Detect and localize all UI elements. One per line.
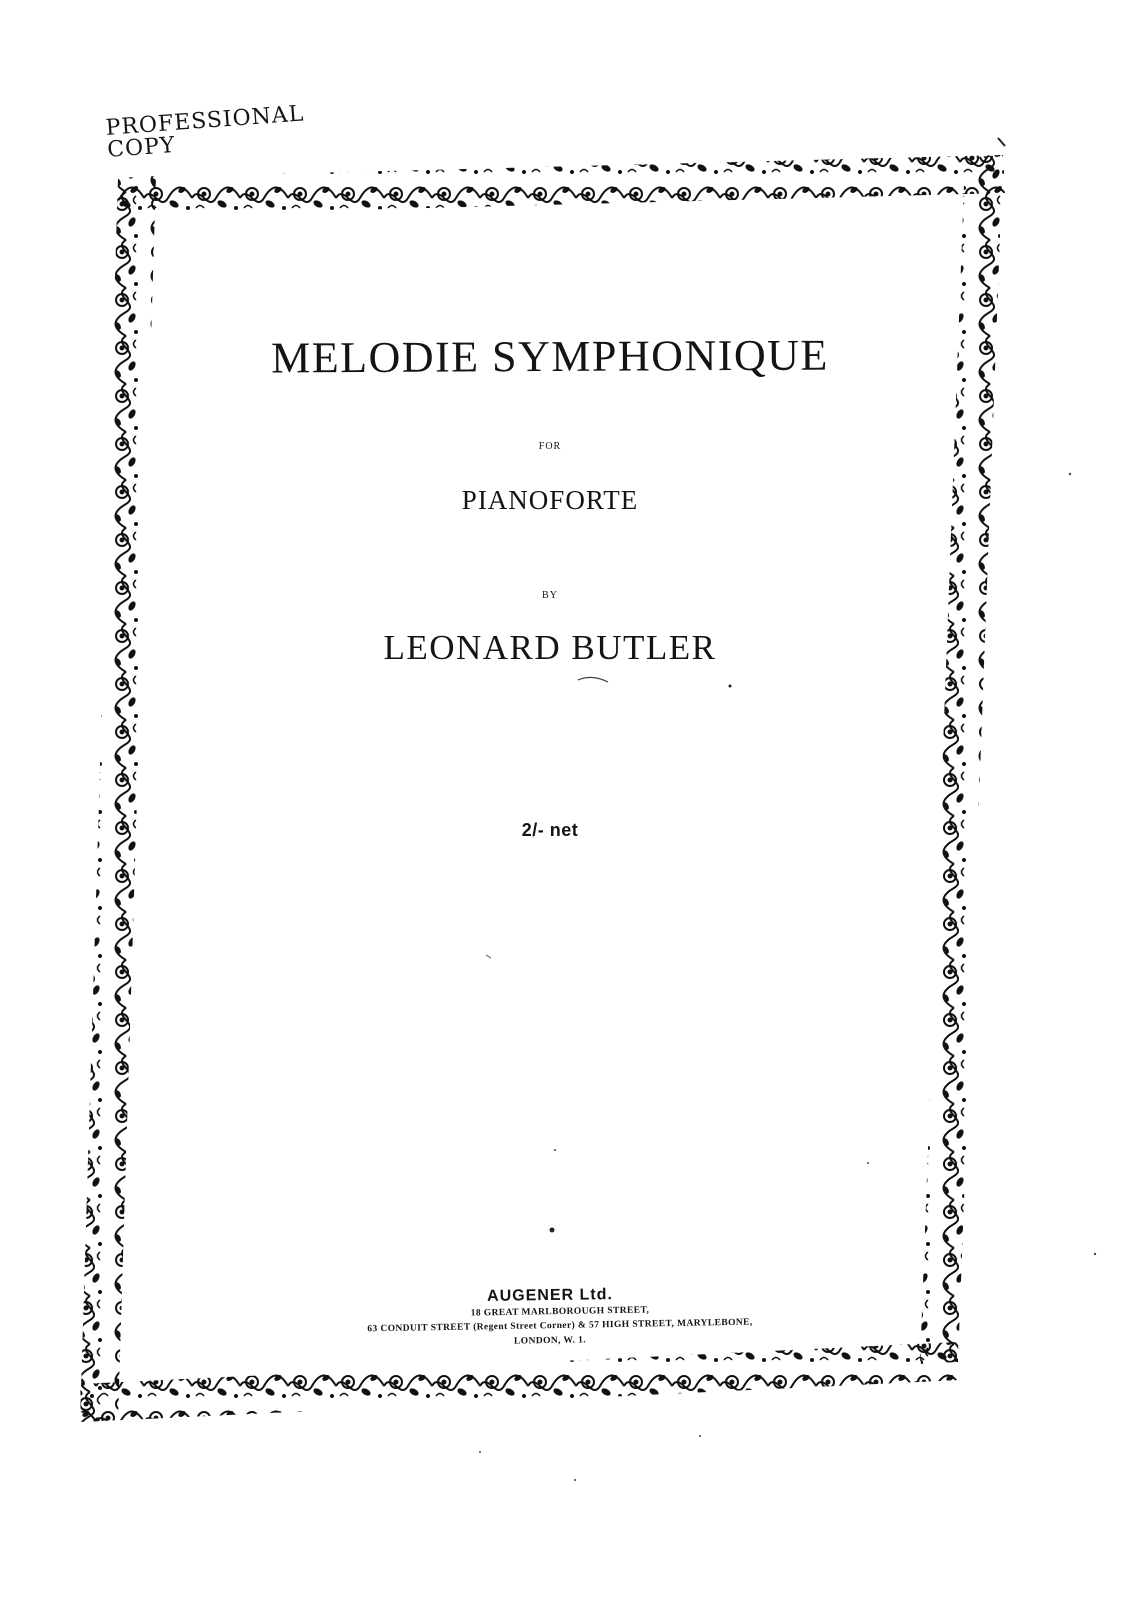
piece-title: MELODIE SYMPHONIQUE: [271, 330, 829, 383]
by-label: BY: [542, 590, 558, 601]
publisher-address-line-3: LONDON, W. 1.: [513, 1335, 587, 1347]
instrument: PIANOFORTE: [461, 485, 639, 515]
for-label: FOR: [538, 441, 562, 452]
publisher-name: AUGENER Ltd.: [486, 1286, 613, 1305]
professional-copy-stamp: PROFESSIONAL COPY: [104, 101, 306, 163]
publisher-address-line-1: 18 GREAT MARLBOROUGH STREET,: [470, 1305, 650, 1319]
price: 2/- net: [521, 820, 579, 840]
publisher-address-line-2: 63 CONDUIT STREET (Regent Street Corner) & 57 HIGH STREET, MARYLEBONE,: [367, 1317, 753, 1335]
composer-name: LEONARD BUTLER: [383, 628, 717, 667]
